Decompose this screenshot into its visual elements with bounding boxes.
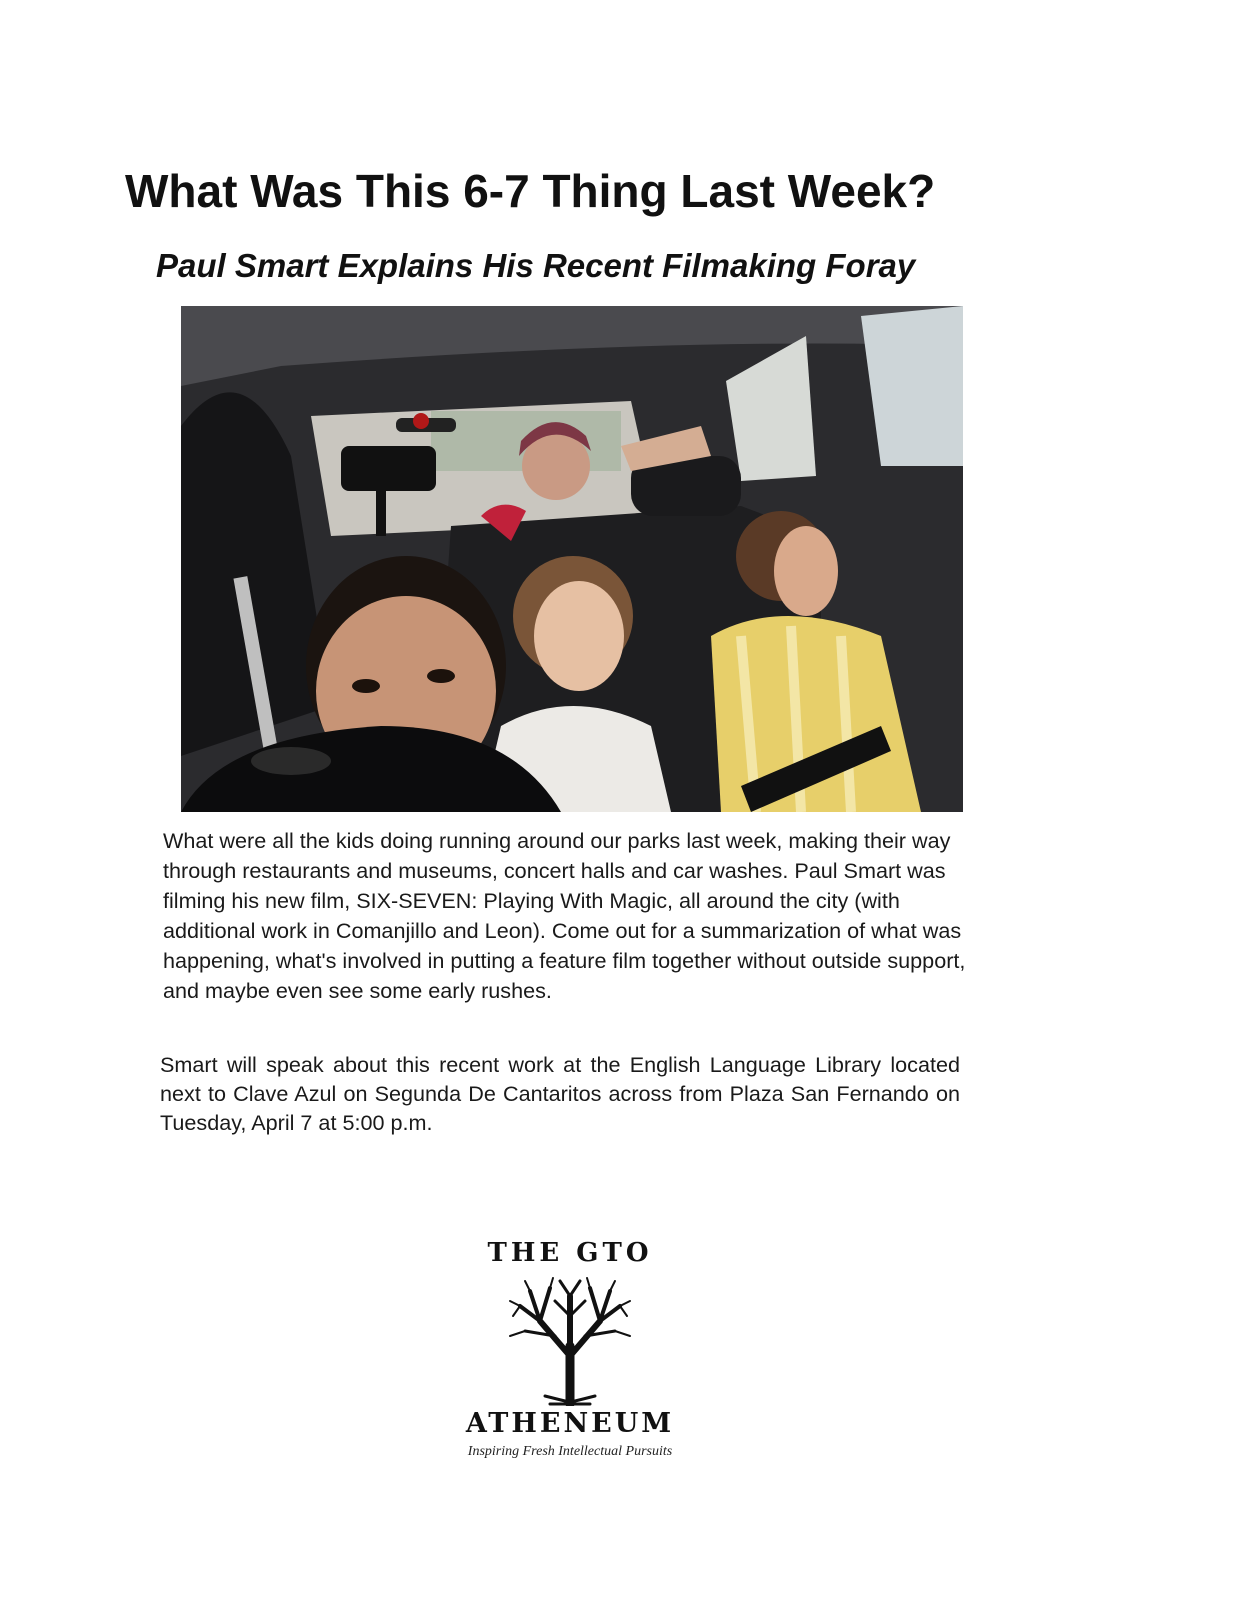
event-details-paragraph: Smart will speak about this recent work at the English Language Library located next to Clave Azul on Segunda De Cantaritos across from Plaza San Fernando on Tuesday, April 7 at 5:00 p.m.: [160, 1052, 960, 1135]
page-title: What Was This 6-7 Thing Last Week?: [125, 165, 936, 217]
car-interior-photo: [181, 306, 963, 812]
logo-tagline: Inspiring Fresh Intellectual Pursuits: [467, 1444, 673, 1459]
gto-atheneum-logo: [420, 1238, 720, 1468]
logo-top-text: THE GTO: [487, 1238, 653, 1268]
description-paragraph: What were all the kids doing running around our parks last week, making their way through restaurants and museums, concert halls and car washes. Paul Smart was filming his new film, SIX-SEVEN: Playing With Magic, all around the city (with additional work in Comanjillo and Leon). Come out for a summarization of what was happening, what's involved in putting a feature film together without outside support, and maybe even see some early rushes.: [163, 828, 966, 1003]
page-subtitle: Paul Smart Explains His Recent Filmaking Foray: [156, 247, 916, 284]
tree-icon: [505, 1276, 635, 1411]
logo-bottom-text: ATHENEUM: [465, 1408, 675, 1439]
